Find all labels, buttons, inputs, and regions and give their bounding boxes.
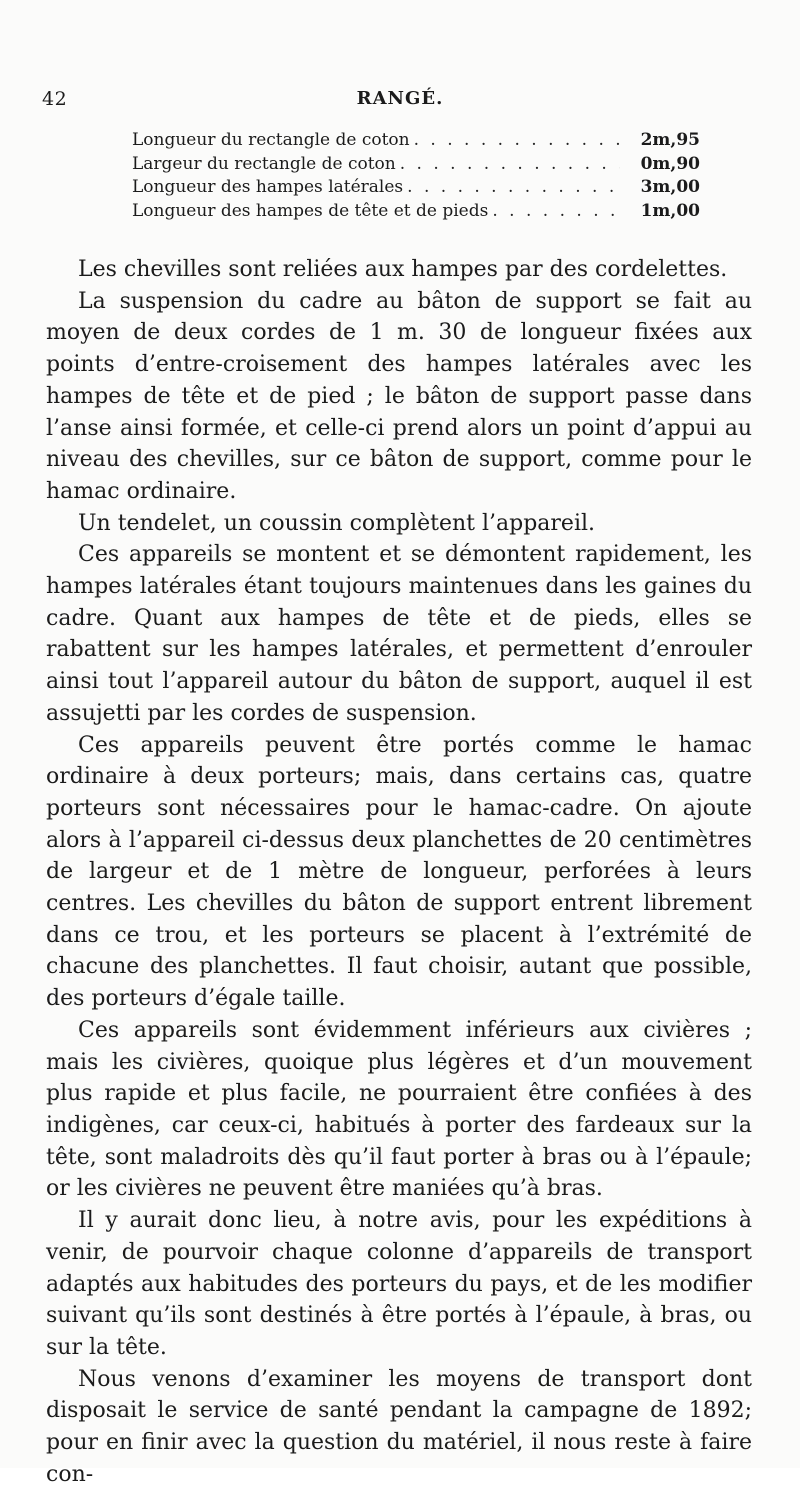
- paragraph: La suspension du cadre au bâton de support se fait au moyen de deux cordes de 1 m. 30 de longueur fixées aux points d’entre-croisement des hampes latérales avec les hampes de tête et de pied ; le bâton de support passe dans l’anse ainsi formée, et celle-ci prend alors un point d’appui au niveau des chevilles, sur ce bâton de support, comme pour le hamac ordinaire.: [46, 288, 752, 504]
- dimension-label: Longueur du rectangle de coton: [132, 130, 410, 150]
- dimension-label: Largeur du rectangle de coton: [132, 153, 396, 174]
- dimension-value: 1m,00: [640, 200, 700, 221]
- dot-leader: [396, 154, 620, 174]
- dimension-value: 2m,95: [640, 130, 700, 150]
- paragraph: Un tendelet, un coussin complètent l’appareil.: [78, 510, 596, 536]
- dimension-row: [132, 154, 700, 178]
- paragraph: Il y aurait donc lieu, à notre avis, pour les expéditions à venir, de pourvoir chaque colonne d’appareils de transport adaptés aux habitudes des porteurs du pays, et de les modifier suivant qu’ils sont destinés à être portés à l’épaule, à bras, ou sur la tête.: [46, 1208, 752, 1360]
- dimension-label: Longueur des hampes latérales: [132, 177, 404, 197]
- page-header: [42, 88, 758, 114]
- dot-leader: [403, 177, 620, 197]
- paragraph: Ces appareils se montent et se démontent rapidement, les hampes latérales étant toujours maintenues dans les gaines du cadre. Quant aux hampes de tête et de pieds, elles se rabattent sur les hampes latérales, et permettent d’enrouler ainsi tout l’appareil autour du bâton de support, auquel il est assujetti par les cordes de suspension.: [46, 542, 752, 726]
- page-number: 42: [42, 88, 68, 110]
- dimension-value: 0m,90: [640, 153, 700, 174]
- body-text: [46, 254, 752, 1490]
- dimension-row: [132, 201, 700, 225]
- paragraph: Ces appareils sont évidemment inférieurs aux civières ; mais les civières, quoique plus légères et d’un mouvement plus rapide et plus facile, ne pourraient être confiées à des indigènes, car ceux-ci, habitués à porter des fardeaux sur la tête, sont maladroits dès qu’il faut porter à bras ou à l’épaule; or les civières ne peuvent être maniées qu’à bras.: [46, 1017, 752, 1202]
- dimension-value: 3m,00: [640, 177, 700, 197]
- dot-leader: [410, 130, 620, 150]
- dimensions-table: [132, 130, 700, 224]
- paragraph: Nous venons d’examiner les moyens de transport dont disposait le service de santé pendant la campagne de 1892; pour en finir avec la question du matériel, il nous reste à faire con-: [46, 1366, 752, 1487]
- running-title: RANGÉ.: [356, 88, 444, 109]
- dimension-label: Longueur des hampes de tête et de pieds: [132, 200, 489, 221]
- paragraph: Ces appareils peuvent être portés comme le hamac ordinaire à deux porteurs; mais, dans certains cas, quatre porteurs sont nécessaires pour le hamac-cadre. On ajoute alors à l’appareil ci-dessus deux planchettes de 20 centimètres de largeur et de 1 mètre de longueur, perforées à leurs centres. Les chevilles du bâton de support entrent librement dans ce trou, et les porteurs se placent à l’extrémité de chacune des planchettes. Il faut choisir, autant que possible, des porteurs d’égale taille.: [46, 732, 752, 1012]
- paragraph: Les chevilles sont reliées aux hampes par des cordelettes.: [78, 257, 728, 282]
- dimension-row: [132, 177, 700, 201]
- dimension-row: [132, 130, 700, 154]
- dot-leader: [488, 201, 620, 221]
